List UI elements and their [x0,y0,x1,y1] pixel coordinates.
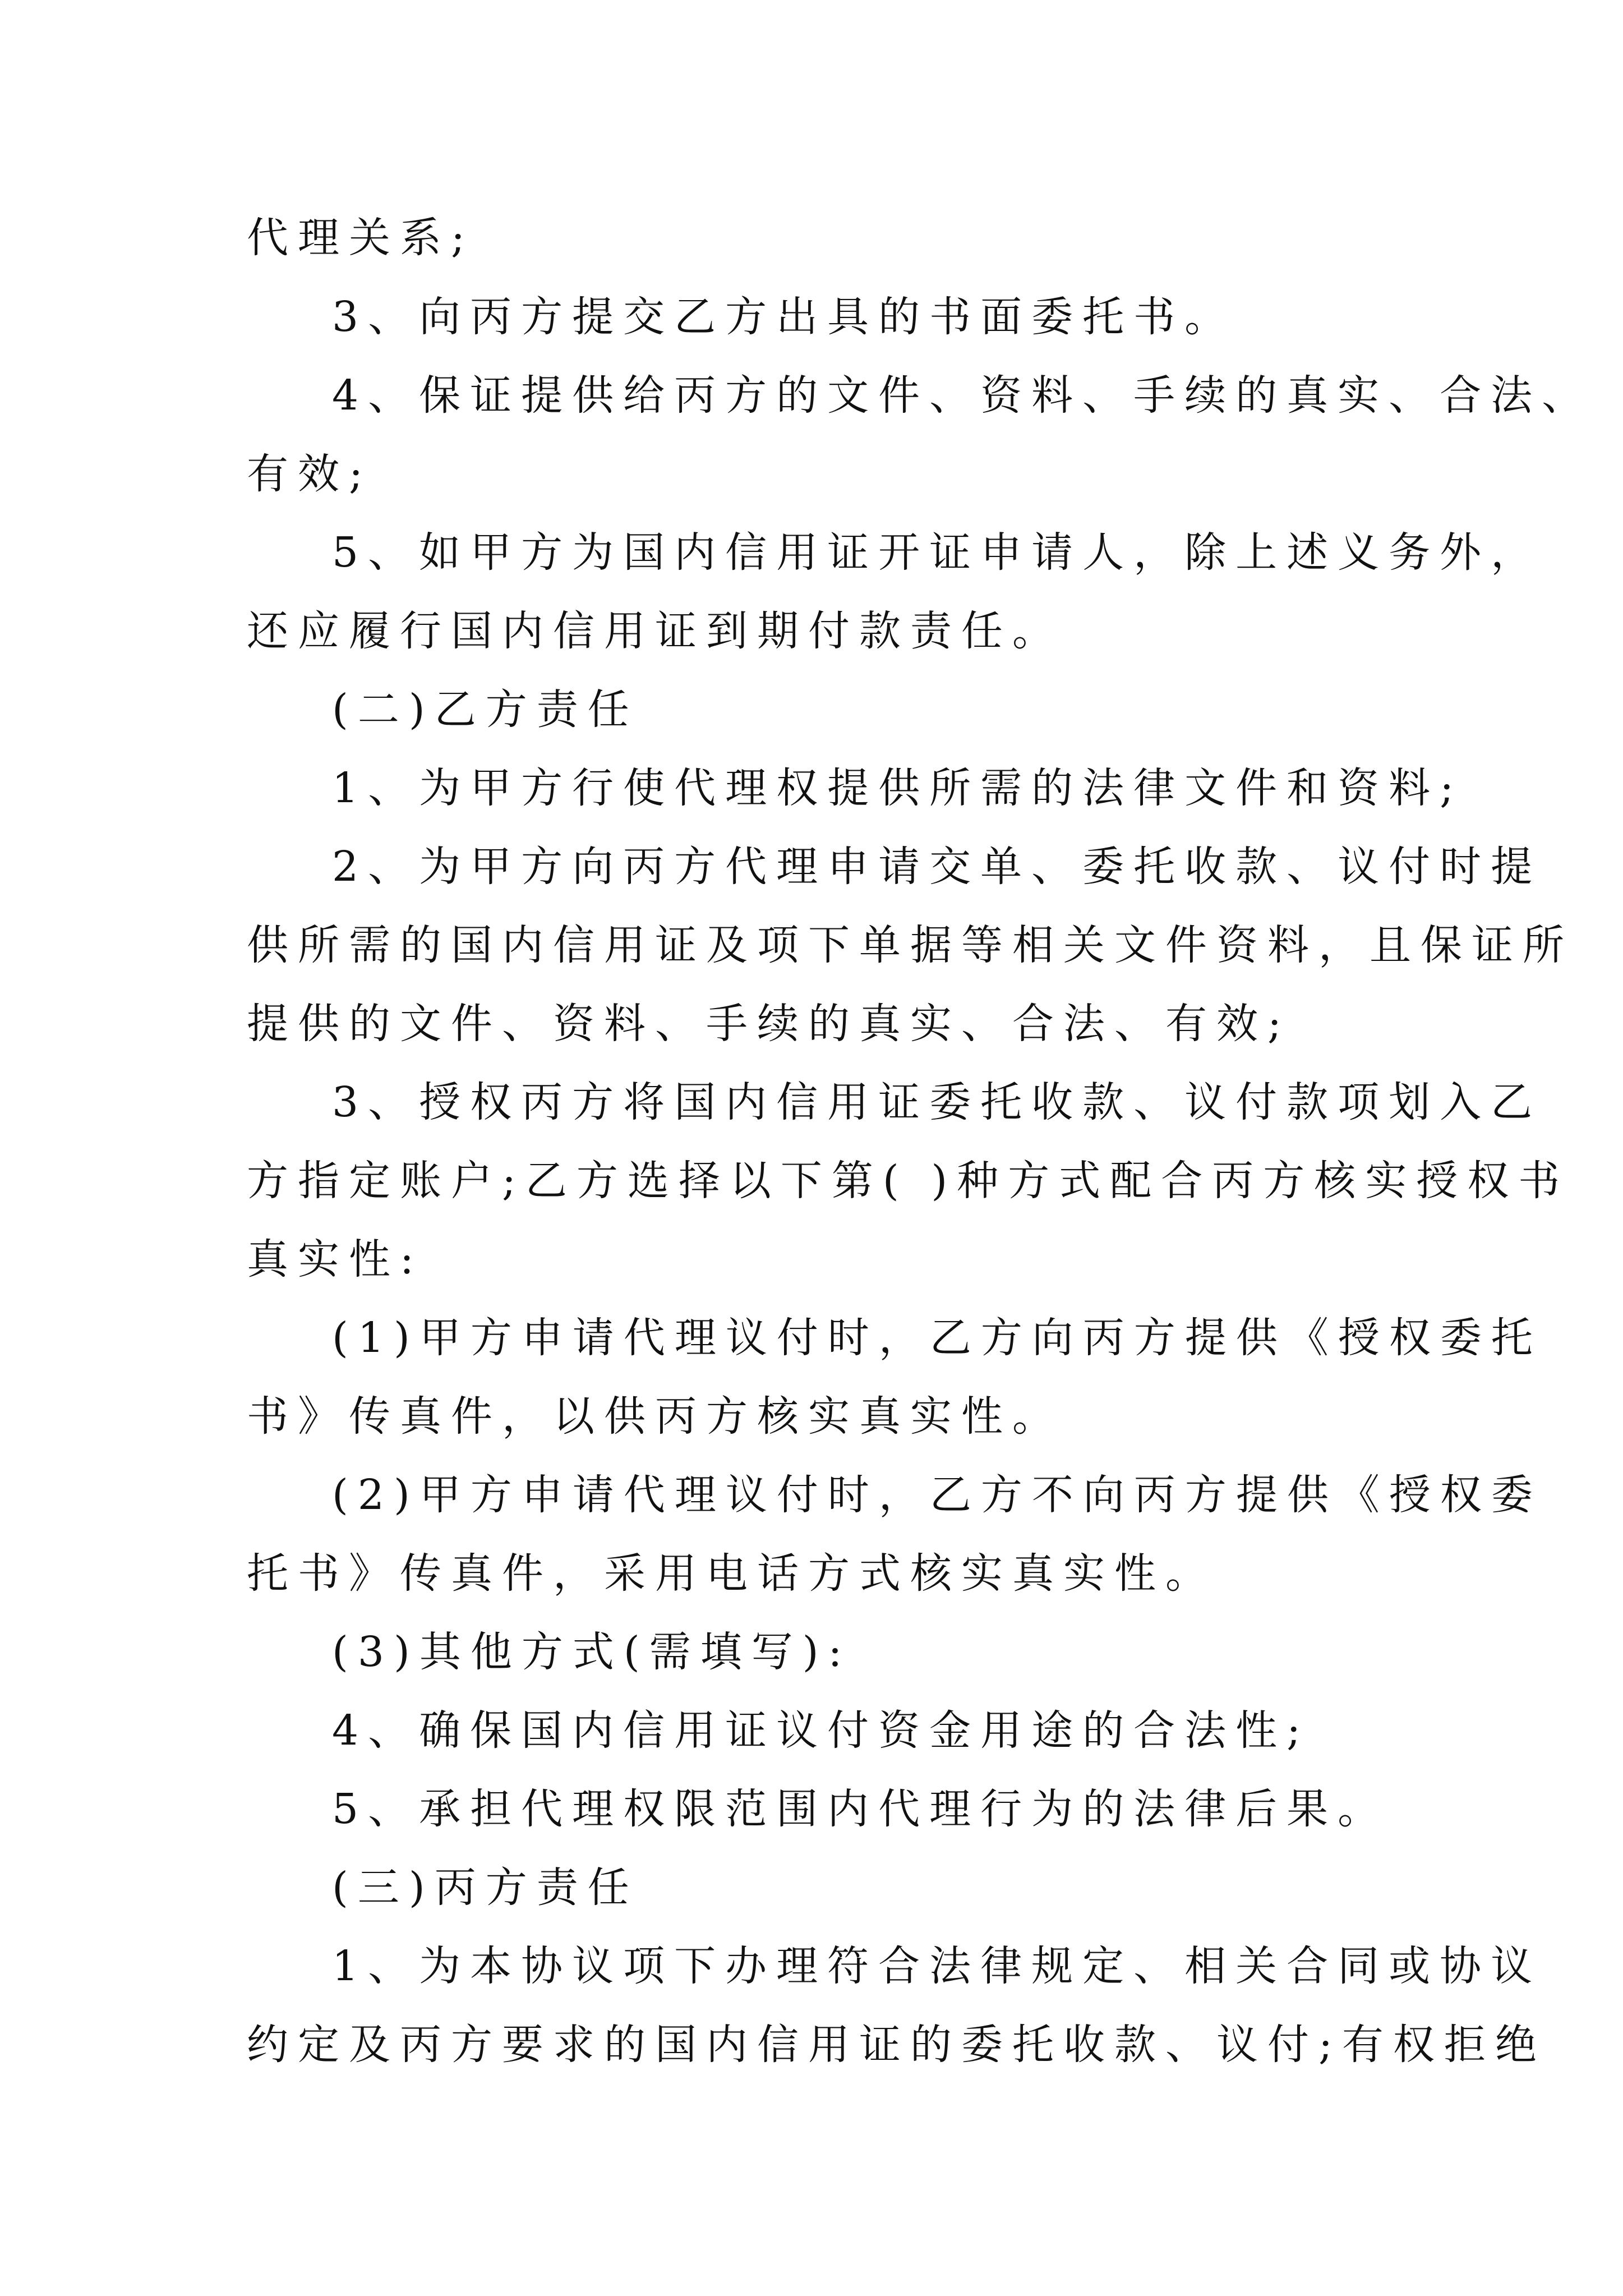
text-line: 3、向丙方提交乙方出具的书面委托书。 [332,293,1236,341]
text-line: 有效; [247,450,372,498]
text-line: 5、承担代理权限范围内代理行为的法律后果。 [332,1785,1389,1833]
text-line: 还应履行国内信用证到期付款责任。 [247,607,1063,655]
section-heading: (二)乙方责任 [332,685,639,734]
text-line: 代理关系; [247,214,474,262]
text-line: 5、如甲方为国内信用证开证申请人，除上述义务外， [332,528,1542,577]
text-line: 书》传真件，以供丙方核实真实性。 [247,1392,1063,1441]
text-line: 1、为本协议项下办理符合法律规定、相关合同或协议 [332,1942,1542,1990]
text-line: 4、确保国内信用证议付资金用途的合法性; [332,1706,1311,1755]
text-line: (3)其他方式(需填写): [332,1628,852,1676]
text-line: 3、授权丙方将国内信用证委托收款、议付款项划入乙 [332,1078,1542,1126]
text-line: 提供的文件、资料、手续的真实、合法、有效; [247,1000,1291,1048]
text-line: 供所需的国内信用证及项下单据等相关文件资料，且保证所 [247,921,1574,969]
text-line: (2)甲方申请代理议付时，乙方不向丙方提供《授权委 [332,1471,1542,1519]
text-line: 1、为甲方行使代理权提供所需的法律文件和资料; [332,764,1464,812]
text-line: 真实性: [247,1235,423,1283]
text-line: (1)甲方申请代理议付时，乙方向丙方提供《授权委托 [332,1314,1542,1362]
text-line: 约定及丙方要求的国内信用证的委托收款、议付;有权拒绝 [247,2021,1546,2069]
text-line: 4、保证提供给丙方的文件、资料、手续的真实、合法、 [332,371,1593,420]
text-line: 方指定账户;乙方选择以下第( )种方式配合丙方核实授权书 [247,1157,1570,1205]
section-heading: (三)丙方责任 [332,1864,639,1912]
text-line: 托书》传真件，采用电话方式核实真实性。 [247,1549,1216,1598]
text-line: 2、为甲方向丙方代理申请交单、委托收款、议付时提 [332,843,1542,891]
